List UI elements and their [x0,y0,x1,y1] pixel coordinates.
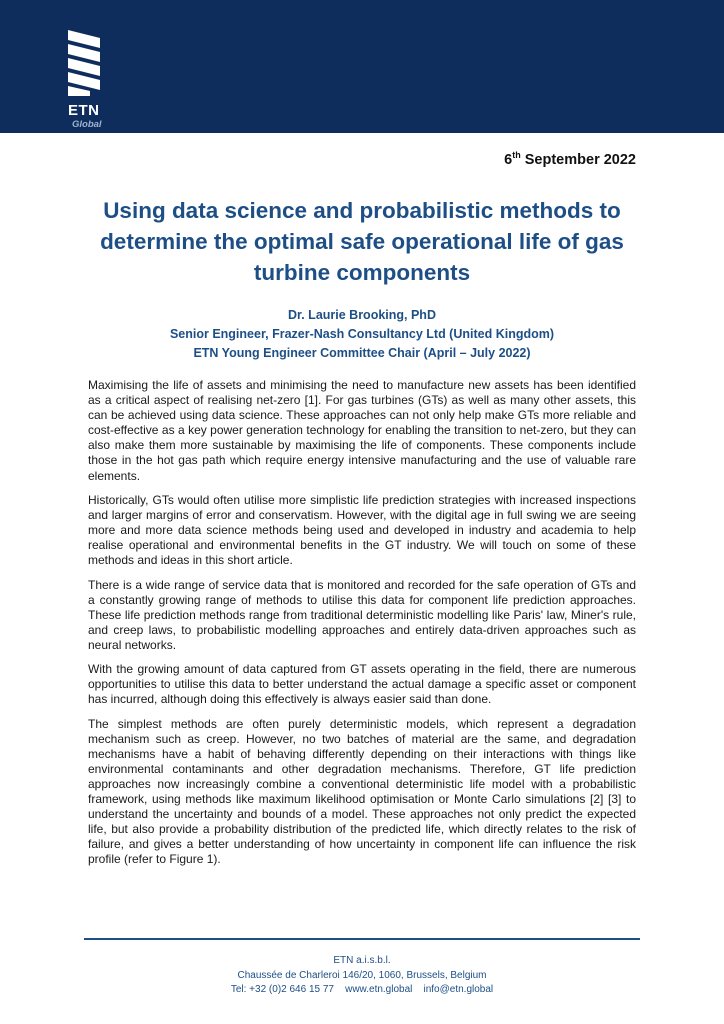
footer-website-link[interactable]: www.etn.global [345,984,413,995]
author-block [60,306,664,363]
footer-phone: Tel: +32 (0)2 646 15 77 [230,984,334,995]
logo[interactable] [62,30,112,130]
date-rest: September 2022 [520,151,636,168]
paragraph: Maximising the life of assets and minimising the need to manufacture new assets has been identified as a critical aspect of realising net-zero [1]. For gas turbines (GTs) as well as many other assets, this can be achieved using data science. These approaches can not only help make GTs more reliable and cost-effective as a key power generation technology for enabling the transition to net-zero, but they can also make them more sustainable by maximising the life of components. These components include those in the hot gas path which require energy intensive manufacturing and the use of valuable rare elements. [88,378,636,483]
article-title: Using data science and probabilistic methods to determine the optimal safe operational life of gas turbine components [100,198,624,285]
footer [84,954,640,998]
paragraph: There is a wide range of service data that is monitored and recorded for the safe operation of GTs and a constantly growing range of methods to utilise this data for component life prediction approaches. These life prediction methods range from traditional deterministic modelling like Paris' law, Miner's rule, and creep laws, to probabilistic modelling approaches and entirely data-driven approaches such as neural networks. [88,577,636,652]
footer-org: ETN a.i.s.b.l. [333,955,391,966]
paragraph: The simplest methods are often purely deterministic models, which represent a degradation mechanism such as creep. However, no two batches of material are the same, and degradation mechanisms have a habit of behaving differently depending on their interactions with things like environmental contaminants and other degradation mechanisms. Therefore, GT life prediction approaches now increasingly combine a conventional deterministic life model with a probabilistic framework, using methods like maximum likelihood optimisation or Monte Carlo simulations [2] [3] to understand the uncertainty and bounds of a model. These approaches not only predict the expected life, but also provide a probability distribution of the predicted life, which directly relates to the risk of failure, and gives a better understanding of how uncertainty in component life can influence the risk profile (refer to Figure 1). [88,716,636,867]
logo-name: ETN [68,102,100,119]
paragraph: With the growing amount of data captured from GT assets operating in the field, there are numerous opportunities to utilise this data to better understand the actual damage a specific asset or component has incurred, although doing this effectively is always easier said than done. [88,662,636,707]
footer-address: Chaussée de Charleroi 146/20, 1060, Brussels, Belgium [237,969,487,981]
footer-email-link[interactable]: info@etn.global [423,984,494,995]
author-name: Dr. Laurie Brooking, PhD [288,308,436,322]
author-committee: ETN Young Engineer Committee Chair (April – July 2022) [193,346,531,360]
paragraph: Historically, GTs would often utilise more simplistic life prediction strategies with increased inspections and larger margins of error and conservatism. However, with the digital age in full swing we are seeing more and more data science methods being used and developed in industry and academia to help realise operational and environmental benefits in the GT industry. We will touch on some of these methods and ideas in this short article. [88,492,636,568]
header-banner [0,0,724,133]
footer-contact [84,983,640,998]
date-suffix: th [512,150,521,160]
article-body [88,378,636,877]
author-role: Senior Engineer, Frazer-Nash Consultancy Ltd (United Kingdom) [169,327,555,341]
date-day: 6 [504,151,513,168]
etn-logo-icon [66,30,102,96]
logo-subtitle: Global [72,119,102,130]
publication-date [504,150,636,168]
footer-divider [84,938,640,940]
